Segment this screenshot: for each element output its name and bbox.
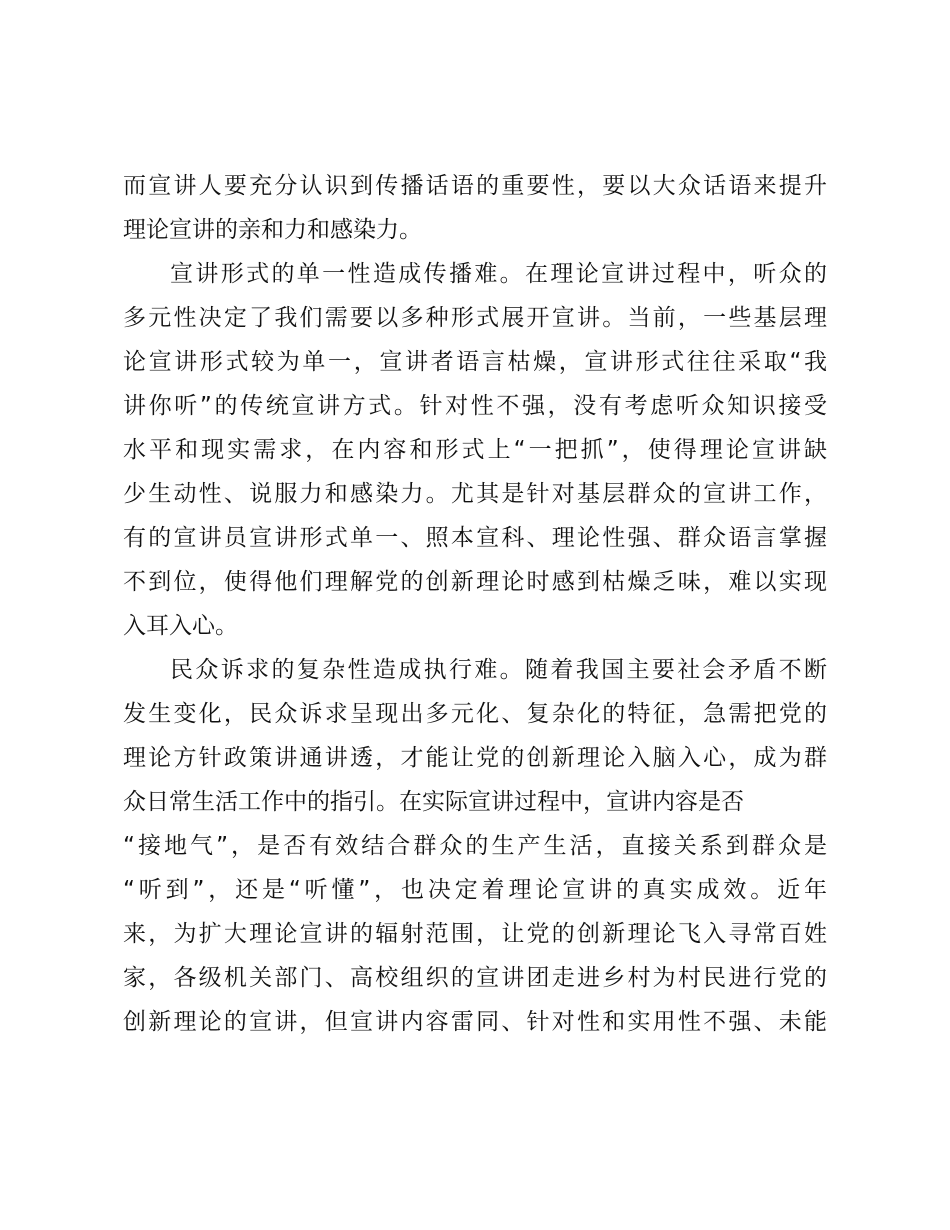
text-line: “听到”，还是“听懂”，也决定着理论宣讲的真实成效。近年 bbox=[123, 877, 827, 903]
text-line: 理论方针政策讲通讲透，才能让党的创新理论入脑入心，成为群 bbox=[123, 745, 827, 771]
text-line: 而宣讲人要充分认识到传播话语的重要性，要以大众话语来提升 bbox=[123, 173, 827, 199]
text-line: 家，各级机关部门、高校组织的宣讲团走进乡村为村民进行党的 bbox=[123, 965, 827, 991]
text-line: 论宣讲形式较为单一，宣讲者语言枯燥，宣讲形式往往采取“我 bbox=[123, 349, 827, 375]
text-line: 理论宣讲的亲和力和感染力。 bbox=[123, 217, 422, 243]
text-line: 讲你听”的传统宣讲方式。针对性不强，没有考虑听众知识接受 bbox=[123, 393, 827, 419]
text-line: “接地气”，是否有效结合群众的生产生活，直接关系到群众是 bbox=[123, 833, 827, 859]
text-line: 众日常生活工作中的指引。在实际宣讲过程中，宣讲内容是否 bbox=[123, 789, 744, 815]
text-line: 多元性决定了我们需要以多种形式展开宣讲。当前，一些基层理 bbox=[123, 305, 827, 331]
document-body bbox=[123, 164, 827, 1044]
text-line: 有的宣讲员宣讲形式单一、照本宣科、理论性强、群众语言掌握 bbox=[123, 525, 827, 551]
text-line: 不到位，使得他们理解党的创新理论时感到枯燥乏味，难以实现 bbox=[123, 569, 827, 595]
text-line: 少生动性、说服力和感染力。尤其是针对基层群众的宣讲工作， bbox=[123, 481, 827, 507]
text-line: 水平和现实需求，在内容和形式上“一把抓”，使得理论宣讲缺 bbox=[123, 437, 827, 463]
text-line: 创新理论的宣讲，但宣讲内容雷同、针对性和实用性不强、未能 bbox=[123, 1009, 827, 1035]
text-line: 入耳入心。 bbox=[123, 613, 238, 639]
text-line: 来，为扩大理论宣讲的辐射范围，让党的创新理论飞入寻常百姓 bbox=[123, 921, 827, 947]
text-line: 发生变化，民众诉求呈现出多元化、复杂化的特征，急需把党的 bbox=[123, 701, 827, 727]
paragraph-start-line: 民众诉求的复杂性造成执行难。随着我国主要社会矛盾不断 bbox=[170, 657, 827, 683]
paragraph-start-line: 宣讲形式的单一性造成传播难。在理论宣讲过程中，听众的 bbox=[170, 261, 827, 287]
